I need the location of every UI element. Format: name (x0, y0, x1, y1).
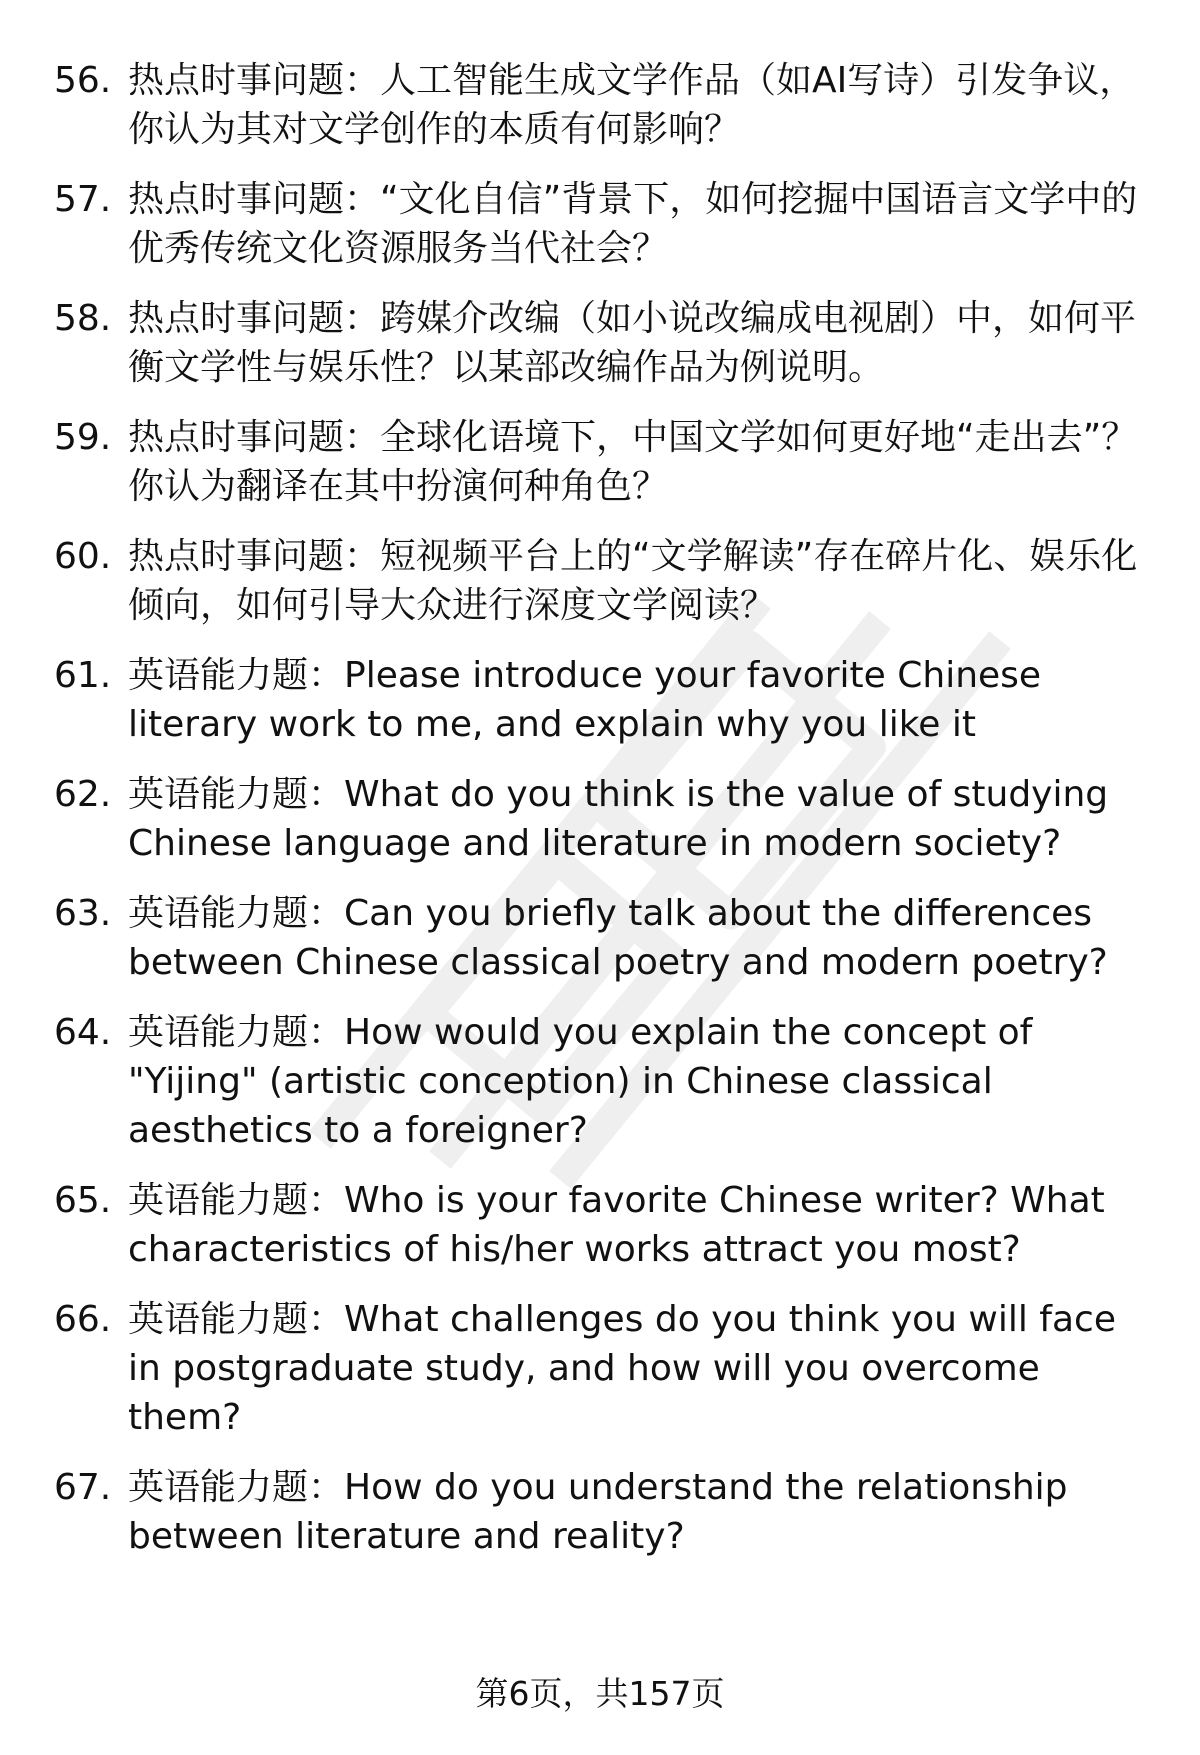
question-number: 60. (54, 536, 112, 577)
question-list (54, 56, 1154, 1561)
question-text: 热点时事问题：全球化语境下，中国文学如何更好地“走出去”？你认为翻译在其中扮演何种角色？ (128, 417, 1138, 507)
question-number: 57. (54, 179, 112, 220)
question-text: 英语能力题：Please introduce your favorite Chinese literary work to me, and explain why you like it (128, 655, 1042, 745)
question-text: 热点时事问题：短视频平台上的“文学解读”存在碎片化、娱乐化倾向，如何引导大众进行深度文学阅读？ (128, 536, 1138, 626)
question-item (54, 889, 1154, 987)
question-item (54, 175, 1154, 273)
page-footer: 第6页，共157页 (475, 1674, 725, 1713)
question-number: 58. (54, 298, 112, 339)
question-number: 67. (54, 1467, 112, 1508)
question-number: 63. (54, 893, 112, 934)
question-text: 英语能力题：How would you explain the concept of "Yijing" (artistic conception) in Chinese classical aesthetics to a foreigner? (128, 1012, 1033, 1151)
question-item (54, 651, 1154, 749)
question-item (54, 413, 1154, 511)
question-item (54, 1295, 1154, 1442)
question-text: 热点时事问题：人工智能生成文学作品（如AI写诗）引发争议，你认为其对文学创作的本质有何影响？ (128, 60, 1136, 150)
question-text: 英语能力题：What challenges do you think you will face in postgraduate study, and how will you overcome them? (128, 1299, 1116, 1438)
question-number: 65. (54, 1180, 112, 1221)
question-text: 英语能力题：Who is your favorite Chinese writer? What characteristics of his/her works attract you most? (128, 1180, 1105, 1270)
question-text: 英语能力题：How do you understand the relationship between literature and reality? (128, 1467, 1068, 1557)
question-item (54, 56, 1154, 154)
question-text: 英语能力题：What do you think is the value of studying Chinese language and literature in modern society? (128, 774, 1109, 864)
question-item (54, 1008, 1154, 1155)
question-text: 英语能力题：Can you briefly talk about the differences between Chinese classical poetry and modern poetry? (128, 893, 1108, 983)
question-number: 66. (54, 1299, 112, 1340)
question-number: 61. (54, 655, 112, 696)
question-item (54, 1176, 1154, 1274)
question-text: 热点时事问题：“文化自信”背景下，如何挖掘中国语言文学中的优秀传统文化资源服务当代社会？ (128, 179, 1138, 269)
question-number: 62. (54, 774, 112, 815)
question-number: 56. (54, 60, 112, 101)
question-text: 热点时事问题：跨媒介改编（如小说改编成电视剧）中，如何平衡文学性与娱乐性？以某部改编作品为例说明。 (128, 298, 1137, 388)
question-item (54, 1463, 1154, 1561)
question-number: 59. (54, 417, 112, 458)
question-number: 64. (54, 1012, 112, 1053)
question-item (54, 532, 1154, 630)
question-item (54, 294, 1154, 392)
question-item (54, 770, 1154, 868)
